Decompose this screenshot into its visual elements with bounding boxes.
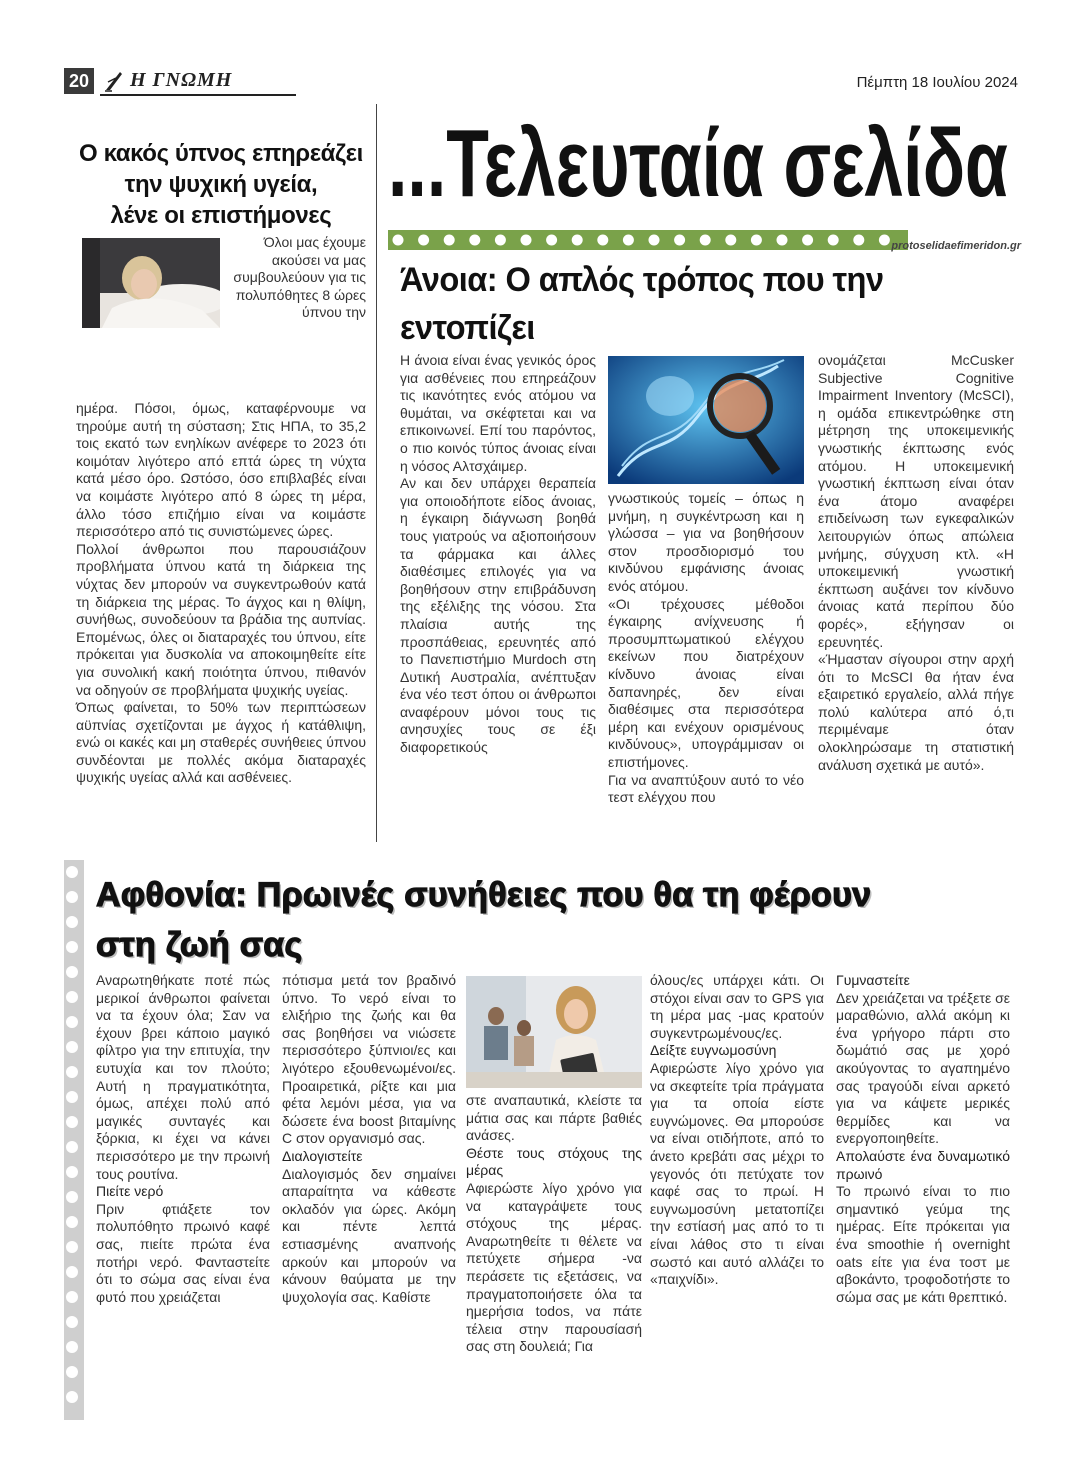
dot (546, 235, 557, 246)
strip-hole (66, 1366, 78, 1378)
paragraph: Το πρωινό είναι το πιο σημαντικό γεύμα της ημέρας. Είτε πρόκειται για ένα smoothie ή overnight oats είτε για ένα τοστ με αβοκάντο, τροφοδοτήστε το σώμα σας με κάτι θρεπτικό. (836, 1183, 1010, 1305)
paper-name: Η ΓΝΩΜΗ (130, 69, 233, 91)
dot (495, 235, 506, 246)
dot (853, 235, 864, 246)
paragraph: γνωστικούς τομείς – όπως η μνήμη, η συγκέντρωση και η γλώσσα – για να βοηθήσουν στον προσδιορισμό του κινδύνου εμφάνισης άνοιας ενός ατόμου. (608, 490, 804, 594)
sleep-title-line: την ψυχική υγεία, (124, 171, 318, 198)
strip-hole (66, 1191, 78, 1203)
paragraph: στε αναπαυτικά, κλείστε τα μάτια σας και πάρτε βαθιές ανάσες. (466, 1092, 642, 1144)
strip-hole (66, 991, 78, 1003)
dot (623, 235, 634, 246)
masthead (64, 66, 1020, 98)
dot (469, 235, 480, 246)
dementia-column-3 (818, 352, 1014, 774)
strip-hole (66, 1091, 78, 1103)
dot (521, 235, 532, 246)
dot (879, 235, 890, 246)
strip-hole (66, 1341, 78, 1353)
sleep-title-line: Ο κακός ύπνος επηρεάζει (79, 140, 363, 167)
subheading: Απολαύστε ένα δυναμωτικό πρωινό (836, 1147, 1010, 1182)
paragraph: Η άνοια είναι ένας γενικός όρος για ασθένειες που επηρεάζουν τις ικανότητες ενός ατόμου να θυμάται, να σκέφτεται και να επικοινωνεί. Επί του παρόντος, ο πιο κοινός τύπος άνοιας είναι η νόσος Αλτσχάιμερ. (400, 352, 596, 474)
paragraph: πότισμα μετά τον βραδινό ύπνο. Το νερό είναι το ελιξήριο της ζωής και θα σας βοηθήσει να νιώσετε περισσότερο ξύπνιοι/ες και λιγότερο εξουθενωμένοι/ες. Προαιρετικά, ρίξτε και μια φέτα λεμόνι μέσα, για να δώσετε ένα boost βιταμίνης C στον οργανισμό σας. (282, 972, 456, 1147)
dot (393, 235, 404, 246)
dot (674, 235, 685, 246)
paragraph: Όπως φαίνεται, το 50% των περιπτώσεων αϋπνίας σχετίζονται με άγχος ή κατάθλιψη, ενώ οι κακές και μη σταθερές συνήθειες ύπνου συνδέονται με πολλές ακόμα διαταραχές ψυχικής υγείας αλλά και ασθένειες. (76, 699, 366, 786)
paragraph: Πριν φτιάξετε τον πολυπόθητο πρωινό καφέ σας, πιείτε πρώτα ένα ποτήρι νερό. Φανταστείτε ότι το σώμα σας είναι ένα φυτό που χρειάζεται (96, 1200, 270, 1305)
abundance-title-line: Αφθονία: Πρωινές συνήθειες που θα τη φέρουν (96, 876, 872, 914)
paragraph: Αφιερώστε λίγο χρόνο για να σκεφτείτε τρία πράγματα για τα οποία είστε ευγνώμονες. Θα μπορούσε να είναι οτιδήποτε, από το άνετο κρεβάτι σας μέχρι το γεγονός ότι πετύχατε τον καφέ σας το πρωί. Η ευγνωμοσύνη μετατοπίζει την εστίασή μας από το τι είναι λάθος στο τι είναι σωστό και αυτό αλλάζει το «παιχνίδι». (650, 1059, 824, 1288)
brain-dna-photo (608, 356, 804, 484)
green-dot-divider (388, 230, 908, 250)
strip-hole (66, 1391, 78, 1403)
dot (572, 235, 583, 246)
paragraph: Πολλοί άνθρωποι που παρουσιάζουν προβλήματα ύπνου κατά τη διάρκεια της νύχτας δεν μπορούν να συγκεντρωθούν κατά τη διάρκεια της μέρας. Το άγχος και η θλίψη, συνήθως, συνοδεύουν τα βράδια της αυπνίας. Επομένως, όλες οι διαταραχές του ύπνου, είτε πρόκειται για δυσκολία να αποκοιμηθείτε είτε για συνολική κακή ποιότητα ύπνου, πιθανόν να οδηγούν σε προβλήματα ψυχικής υγείας. (76, 540, 366, 698)
source-url: protoselidaefimeridon.gr (891, 240, 1021, 252)
strip-hole (66, 941, 78, 953)
strip-hole (66, 966, 78, 978)
abundance-column-4 (650, 972, 824, 1289)
subheading: Πιείτε νερό (96, 1183, 164, 1200)
paragraph: όλους/ες υπάρχει κάτι. Οι στόχοι είναι σαν το GPS για τη μέρα μας -μας κρατούν συγκεντρωμένους/ες. (650, 972, 824, 1041)
strip-hole (66, 1116, 78, 1128)
strip-hole (66, 1041, 78, 1053)
sleep-lead-text: Όλοι μας έχουμε ακούσει να μας συμβουλεύουν για τις πολυπόθητες 8 ώρες ύπνου την (233, 234, 366, 321)
paragraph: Για να αναπτύξουν αυτό το νέο τεστ ελέγχου που (608, 771, 804, 806)
abundance-column-2 (282, 972, 456, 1306)
section-title: ...Τελευταία σελίδα (388, 110, 1008, 214)
dot (649, 235, 660, 246)
office-woman-photo (466, 976, 642, 1088)
paragraph: Αν και δεν υπάρχει θεραπεία για οποιοδήποτε είδος άνοιας, η έγκαιρη διάγνωση βοηθά τους γιατρούς να αξιοποιήσουν τα φάρμακα και άλλες διαθέσιμες επιλογές για να βοηθήσουν στην επιβράδυνση της εξέλιξης της νόσου. Στα πλαίσια αυτής της προσπάθειας, ερευνητές από το Πανεπιστήμιο Murdoch στη Δυτική Αυστραλία, ανέπτυξαν ένα νέο τεστ όπου οι άνθρωποι αναφέρουν μόνοι τους τις ανησυχίες τους σε έξι διαφορετικούς (400, 475, 596, 756)
paragraph: Αναρωτηθήκατε ποτέ πώς μερικοί άνθρωποι φαίνεται να τα έχουν όλα; Σαν να έχουν βρει κάποιο μαγικό φίλτρο για την επιτυχία, την ευτυχία και τον πλούτο; Αυτή η πραγματικότητα, όμως, απέχει πολύ από μαγικές συνταγές και ξόρκια, κι έχει να κάνει περισσότερο με την πρωινή τους ρουτίνα. (96, 972, 270, 1182)
sleep-article (76, 138, 366, 786)
strip-hole (66, 1016, 78, 1028)
dot (444, 235, 455, 246)
paragraph: Δεν χρειάζεται να τρέξετε σε μαραθώνιο, αλλά ακόμη κι ένα γρήγορο πάρτι στο δωμάτιό σας με χορό ακούγοντας το αγαπημένο σας τραγούδι είναι αρκετό για να κάψετε μερικές θερμίδες και να ενεργοποιηθείτε. (836, 989, 1010, 1147)
film-strip-border (64, 860, 84, 1420)
dementia-column-2 (608, 490, 804, 807)
section-title-art (384, 104, 1020, 214)
strip-hole (66, 866, 78, 878)
subheading: Διαλογιστείτε (282, 1147, 363, 1164)
paragraph: ονομάζεται McCusker Subjective Cognitive Impairment Inventory (McSCI), η ομάδα επικεντρώθηκε στη μέτρηση της υποκειμενικής γνωστικής έκπτωσης ενός ατόμου. Η υποκειμενική γνωστική έκπτωση είναι όταν ένα άτομο αναφέρει επιδείνωση των εγκεφαλικών λειτουργιών όπως απώλεια μνήμης, σύγχυση κτλ. «Η υποκειμενική γνωστική έκπτωση αυξάνει τον κίνδυνο άνοιας κατά περίπου δύο φορές», εξήγησαν οι ερευνητές. (818, 352, 1014, 650)
strip-hole (66, 1241, 78, 1253)
subheading: Θέστε τους στόχους της μέρας (466, 1144, 642, 1179)
subheading: Δείξτε ευγνωμοσύνη (650, 1042, 777, 1059)
dot (725, 235, 736, 246)
strip-hole (66, 1291, 78, 1303)
sleep-article-title (76, 138, 366, 231)
strip-hole (66, 1316, 78, 1328)
strip-hole (66, 1166, 78, 1178)
strip-hole (66, 1141, 78, 1153)
paragraph: Αφιερώστε λίγο χρόνο για να καταγράψετε τους στόχους της μέρας. Αναρωτηθείτε τι θέλετε να πετύχετε σήμερα -να περάσετε τις εξετάσεις, να πραγματοποιήσετε όλα τα ημερήσια todos, να πάτε τέλεια στην παρουσίασή σας στη δουλειά; Για (466, 1179, 642, 1355)
dot (777, 235, 788, 246)
dot (418, 235, 429, 246)
dementia-article-title: Άνοια: Ο απλός τρόπος που την εντοπίζει (400, 261, 884, 347)
dot (802, 235, 813, 246)
paragraph: «Οι τρέχουσες μέθοδοι έγκαιρης ανίχνευσης ή προσυμπτωματικού ελέγχου εκείνων που διατρέχουν κίνδυνο άνοιας είναι δαπανηρές, δεν είναι διαθέσιμες στα περισσότερα μέρη και ενέχουν ορισμένους κινδύνους», υπογράμμισαν οι επιστήμονες. (608, 595, 804, 770)
subheading: Γυμναστείτε (836, 972, 910, 988)
dementia-column-1 (400, 352, 596, 757)
column-divider (376, 104, 377, 842)
sleep-body (76, 400, 366, 787)
strip-hole (66, 1066, 78, 1078)
strip-hole (66, 1266, 78, 1278)
dot (700, 235, 711, 246)
strip-hole (66, 891, 78, 903)
abundance-column-1 (96, 972, 270, 1306)
quill-icon (102, 68, 126, 94)
masthead-rule (100, 94, 296, 96)
sleeping-woman-photo (82, 238, 220, 328)
section-banner (384, 104, 1020, 214)
abundance-column-5 (836, 972, 1010, 1306)
dot (828, 235, 839, 246)
dot (597, 235, 608, 246)
sleep-title-line: λένε οι επιστήμονες (110, 202, 332, 229)
strip-hole (66, 916, 78, 928)
page-number: 20 (64, 68, 94, 94)
paragraph: «Ήμασταν σίγουροι στην αρχή ότι το McSCI θα ήταν ένα εξαιρετικό εργαλείο, αλλά πήγε πολύ καλύτερα από ό,τι περιμέναμε όταν ολοκληρώσαμε τη στατιστική ανάλυση σχετικά με αυτό». (818, 651, 1014, 773)
abundance-column-3 (466, 1092, 642, 1356)
paragraph: ημέρα. Πόσοι, όμως, καταφέρνουμε να τηρούμε αυτή τη σύσταση; Στις ΗΠΑ, το 35,2 τοις εκατό των ενηλίκων ανέφερε το 2023 ότι κοιμόταν λιγότερο από επτά ώρες τη νύχτα κατά μέσο όρο. Ωστόσο, όσο επιβλαβές είναι να κοιμάστε λιγότερο από 8 ώρες τη μέρα, άλλο τόσο επιζήμιο είναι να κοιμάστε περισσότερο από τις συνιστώμενες ώρες. (76, 400, 366, 540)
issue-date: Πέμπτη 18 Ιουλίου 2024 (856, 74, 1018, 91)
abundance-title-line: στη ζωή σας (96, 926, 303, 964)
paragraph: Διαλογισμός δεν σημαίνει απαραίτητα να κάθεστε οκλαδόν για ώρες. Ακόμη και πέντε λεπτά εστιασμένης αναπνοής αρκούν και μπορούν να κάνουν θαύματα με την ψυχολογία σας. Καθίστε (282, 1165, 456, 1305)
abundance-article-title (96, 870, 1016, 970)
strip-hole (66, 1216, 78, 1228)
dot (751, 235, 762, 246)
